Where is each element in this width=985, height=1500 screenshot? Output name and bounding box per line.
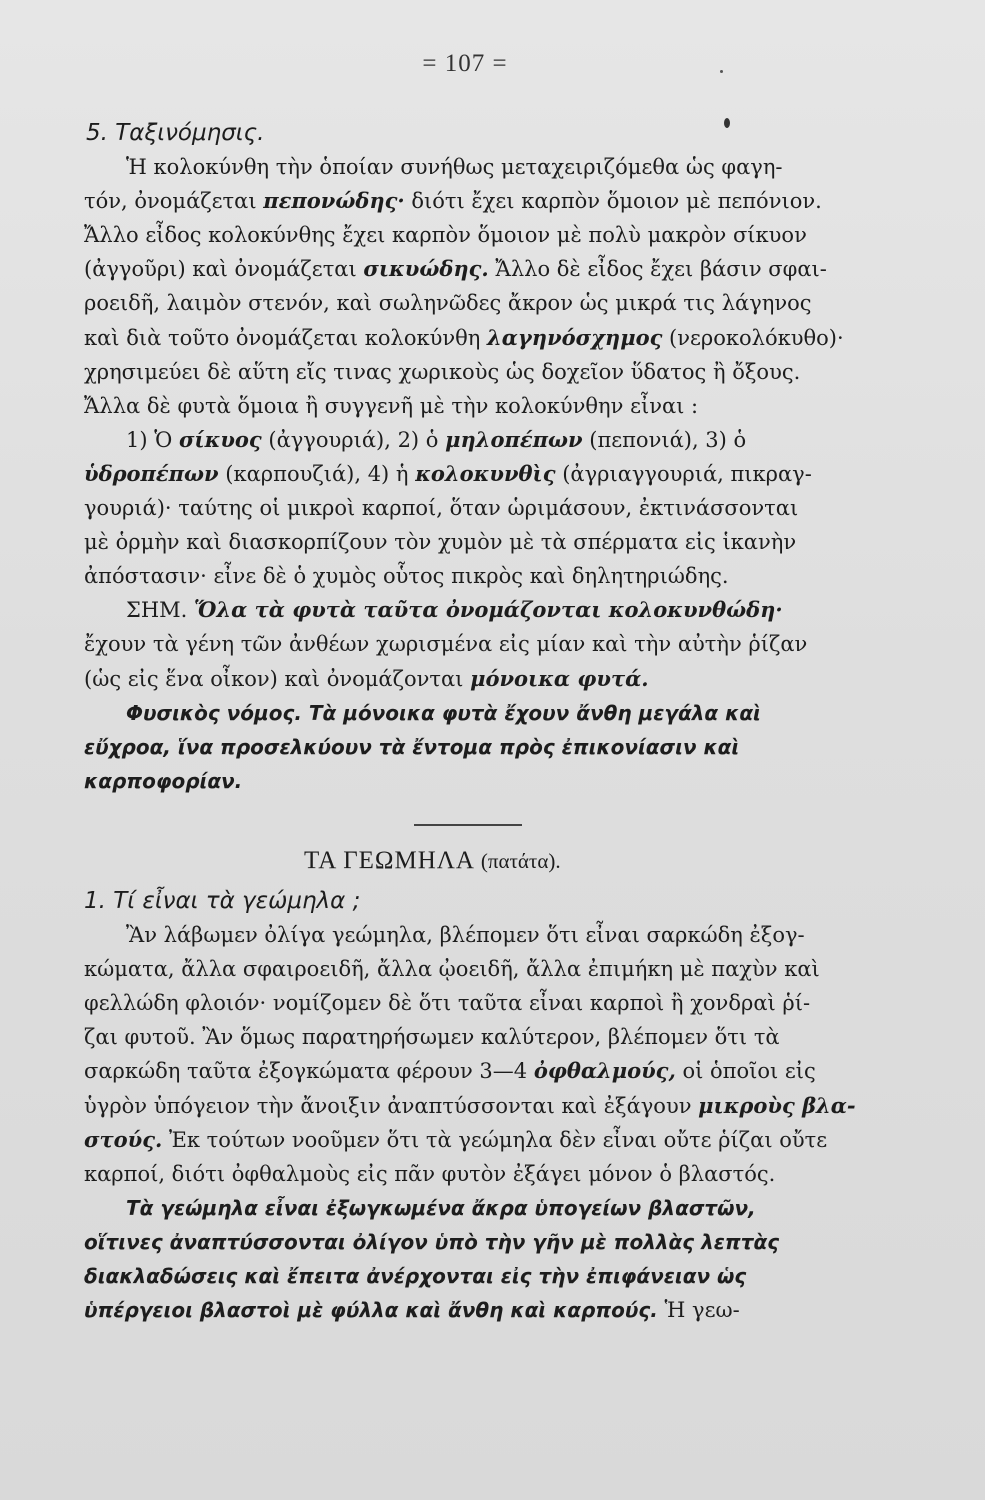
chapter-title-note: (πατάτα). [480, 848, 561, 873]
text-line [84, 1157, 894, 1191]
text-run: κώματα, ἄλλα σφαιροειδῆ, ἄλλα ᾠοειδῆ, ἄλλα ἐπιμήκη μὲ παχὺν καὶ [84, 957, 820, 982]
text-line [84, 457, 894, 491]
text-line [84, 218, 894, 252]
emphasized-term: πεπονώδης· [263, 188, 405, 214]
text-run: Ἡ γεω- [657, 1298, 740, 1323]
text-run: (καρπουζιά), 4) ἡ [218, 461, 416, 486]
section-heading: 5. Ταξινόμησις. [86, 120, 265, 146]
text-line [84, 252, 894, 286]
text-run: Ἂν λάβωμεν ὀλίγα γεώμηλα, βλέπομεν ὅτι εἶναι σαρκώδη ἐξογ- [126, 923, 805, 948]
text-line [84, 321, 894, 355]
text-line [84, 952, 894, 986]
emphasized-term: μηλοπέπων [445, 426, 583, 452]
text-line [84, 918, 894, 952]
text-run: (ἀγγοῦρι) καὶ ὀνομάζεται [84, 257, 364, 282]
emphasized-term: κολοκυνθὶς [415, 460, 556, 486]
text-run: ζαι φυτοῦ. Ἂν ὅμως παρατηρήσωμεν καλύτερον, βλέπομεν ὅτι τὰ [84, 1025, 780, 1050]
law-line: Φυσικὸς νόμος. Τὰ μόνοικα φυτὰ ἔχουν ἄνθη μεγάλα καὶ [126, 700, 761, 725]
emphasized-term: οἵτινες ἀναπτύσσονται ὀλίγον ὑπὸ τὴν γῆν μὲ πολλὰς λεπτὰς [84, 1229, 780, 1254]
text-run: οἱ ὁποῖοι εἰς [675, 1059, 816, 1084]
emphasized-term: ὑδροπέπων [84, 460, 219, 486]
text-run: φελλώδη φλοιόν· νομίζομεν δὲ ὅτι ταῦτα εἶναι καρποὶ ἢ χονδραὶ ῥί- [84, 991, 811, 1016]
text-line [84, 286, 894, 320]
text-line [84, 559, 894, 593]
text-run: 1) Ὁ [126, 427, 179, 452]
text-run: σαρκώδη ταῦτα ἐξογκώματα φέρουν 3—4 [84, 1059, 534, 1084]
text-run: ΣΗΜ. [126, 598, 195, 623]
emphasized-term: λαγηνόσχημος [487, 324, 663, 350]
text-run: (νεροκολόκυθο)· [662, 325, 844, 350]
chapter-title-text: ΤΑ ΓΕΩΜΗΛΑ [304, 846, 474, 874]
text-run: ροειδῆ, λαιμὸν στενόν, καὶ σωληνῶδες ἄκρον ὡς μικρά τις λάγηνος [84, 291, 812, 316]
emphasized-term: ὑπέργειοι βλαστοὶ μὲ φύλλα καὶ ἄνθη καὶ καρπούς. [84, 1298, 658, 1323]
text-run: χρησιμεύει δὲ αὕτη εἴς τινας χωρικοὺς ὡς δοχεῖον ὕδατος ἢ ὄξους. [84, 359, 801, 384]
subsection-heading: 1. Τί εἶναι τὰ γεώμηλα ; [84, 887, 361, 914]
text-run: (πεπονιά), 3) ὁ [582, 427, 747, 452]
text-run: τόν, ὀνομάζεται [84, 189, 264, 214]
emphasized-term: Τὰ γεώμηλα εἶναι ἐξωγκωμένα ἄκρα ὑπογείων βλαστῶν, [126, 1195, 756, 1220]
text-line [84, 184, 894, 218]
text-run: Ἄλλο εἶδος κολοκύνθης ἔχει καρπὸν ὅμοιον μὲ πολὺ μακρὸν σίκυον [84, 223, 807, 248]
emphasized-term: διακλαδώσεις καὶ ἔπειτα ἀνέρχονται εἰς τὴν ἐπιφάνειαν ὡς [84, 1264, 747, 1288]
text-line [84, 491, 894, 525]
text-line [84, 1089, 894, 1123]
emphasized-term: σίκυος [178, 426, 262, 452]
text-run: διότι ἔχει καρπὸν ὅμοιον μὲ πεπόνιον. [404, 189, 822, 214]
emphasized-term: σικυώδης. [363, 256, 489, 282]
text-line [84, 1020, 894, 1054]
natural-law-paragraph [84, 696, 894, 798]
potato-definition-paragraph [84, 1191, 894, 1327]
emphasized-term: μικροὺς βλα- [698, 1092, 856, 1118]
text-line [84, 1191, 894, 1225]
emphasized-term: μόνοικα φυτά. [470, 665, 649, 691]
text-line [84, 389, 894, 423]
page-text [84, 116, 894, 1327]
law-line: καρποφορίαν. [84, 768, 243, 793]
section-paragraphs [84, 150, 894, 696]
chapter-title [84, 844, 894, 878]
text-line [84, 1259, 894, 1293]
text-line [84, 1054, 894, 1088]
text-run: (ἀγριαγγουριά, πικραγ- [555, 461, 812, 486]
text-run: Ἄλλο δὲ εἶδος ἔχει βάσιν σφαι- [488, 257, 827, 282]
text-line [84, 525, 894, 559]
text-run: Ἡ κολοκύνθη τὴν ὁποίαν συνήθως μεταχειριζόμεθα ὡς φαγη- [126, 155, 783, 180]
text-run: Ἐκ τούτων νοοῦμεν ὅτι τὰ γεώμηλα δὲν εἶναι οὔτε ῥίζαι οὔτε [162, 1127, 828, 1152]
text-run: καὶ διὰ τοῦτο ὀνομάζεται κολοκύνθη [84, 325, 488, 350]
emphasized-term: ὀφθαλμούς, [533, 1058, 676, 1084]
text-line [84, 986, 894, 1020]
text-line [84, 355, 894, 389]
text-line [84, 662, 894, 696]
text-run: (ὡς εἰς ἕνα οἶκον) καὶ ὀνομάζονται [84, 666, 471, 691]
text-run: γουριά)· ταύτης οἱ μικροὶ καρποί, ὅταν ὡριμάσουν, ἐκτινάσσονται [84, 496, 799, 521]
text-run: (ἀγγουριά), 2) ὁ [261, 427, 446, 452]
text-line [84, 1293, 894, 1327]
text-run: Ἄλλα δὲ φυτὰ ὅμοια ἢ συγγενῆ μὲ τὴν κολοκύνθην εἶναι : [84, 393, 699, 418]
text-line [84, 627, 894, 661]
text-line [84, 1225, 894, 1259]
law-line: εὔχροα, ἵνα προσελκύουν τὰ ἔντομα πρὸς ἐπικονίασιν καὶ [84, 734, 740, 759]
section-divider [414, 824, 522, 826]
text-run: μὲ ὁρμὴν καὶ διασκορπίζουν τὸν χυμὸν μὲ τὰ σπέρματα εἰς ἱκανὴν [84, 530, 797, 555]
text-line [84, 1123, 894, 1157]
emphasized-term: Ὅλα τὰ φυτὰ ταῦτα ὀνομάζονται κολοκυνθώδη· [194, 597, 783, 623]
emphasized-term: στούς. [84, 1126, 163, 1152]
text-line [84, 150, 894, 184]
potato-paragraphs [84, 918, 894, 1191]
text-run: ὑγρὸν ὑπόγειον τὴν ἄνοιξιν ἀναπτύσσονται καὶ ἐξάγουν [84, 1093, 699, 1118]
text-line [84, 593, 894, 627]
text-run: ἔχουν τὰ γένη τῶν ἀνθέων χωρισμένα εἰς μίαν καὶ τὴν αὐτὴν ῥίζαν [84, 632, 808, 657]
page-number: = 107 = [422, 50, 508, 77]
text-run: ἀπόστασιν· εἶνε δὲ ὁ χυμὸς οὗτος πικρὸς καὶ δηλητηριώδης. [84, 564, 729, 589]
text-line [84, 423, 894, 457]
text-run: καρποί, διότι ὀφθαλμοὺς εἰς πᾶν φυτὸν ἐξάγει μόνον ὁ βλαστός. [84, 1161, 776, 1186]
